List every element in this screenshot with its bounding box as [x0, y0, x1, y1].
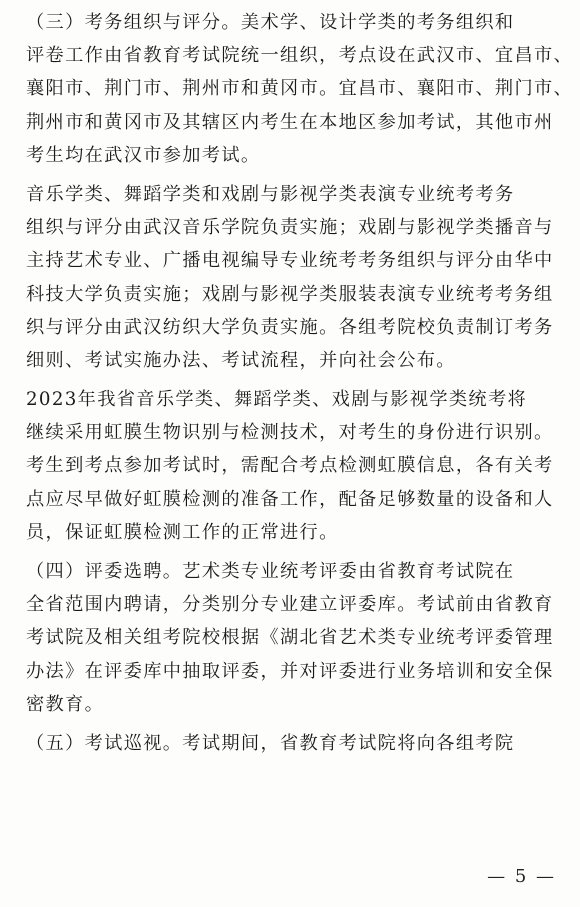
text-line: （三）考务组织与评分。美术学、设计学类的考务组织和 — [26, 12, 515, 33]
text-line: 员，保证虹膜检测工作的正常进行。 — [26, 521, 339, 543]
paragraph-judge-selection — [26, 555, 558, 721]
text-line: 考试院及相关组考院校根据《湖北省艺术类专业统考评委管理 — [26, 627, 554, 649]
text-line: 2023年我省音乐学类、舞蹈学类、戏剧与影视学类统考将 — [26, 389, 528, 411]
text-line: 音乐学类、舞蹈学类和戏剧与影视学类表演专业统考考务 — [26, 183, 515, 205]
text-line: 细则、考试实施办法、考试流程，并向社会公布。 — [26, 349, 456, 371]
paragraph-iris-recognition — [26, 383, 558, 549]
text-line: 荆州市和黄冈市及其辖区内考生在本地区参加考试，其他市州 — [26, 111, 554, 133]
text-line: 考生均在武汉市参加考试。 — [26, 144, 261, 166]
paragraph-exam-inspection — [26, 727, 558, 760]
page-number: — 5 — — [487, 866, 556, 887]
text-line: （四）评委选聘。艺术类专业统考评委由省教育考试院在 — [26, 561, 515, 582]
text-line: 评卷工作由省教育考试院统一组织，考点设在武汉市、宜昌市、 — [26, 45, 574, 67]
text-line: 密教育。 — [26, 693, 105, 715]
paragraph-exam-organization — [26, 6, 574, 172]
text-line: （五）考试巡视。考试期间，省教育考试院将向各组考院 — [26, 732, 515, 754]
text-line: 考生到考点参加考试时，需配合考点检测虹膜信息，各有关考 — [26, 455, 554, 477]
paragraph-music-dance-drama — [26, 178, 558, 377]
document-body — [26, 6, 574, 760]
text-line: 办法》在评委库中抽取评委，并对评委进行业务培训和安全保 — [26, 660, 554, 682]
text-line: 组织与评分由武汉音乐学院负责实施；戏剧与影视学类播音与 — [26, 217, 554, 239]
text-line: 科技大学负责实施；戏剧与影视学类服装表演专业统考考务组 — [26, 283, 554, 305]
text-line: 点应尽早做好虹膜检测的准备工作，配备足够数量的设备和人 — [26, 488, 554, 510]
text-line: 全省范围内聘请，分类别分专业建立评委库。考试前由省教育 — [26, 594, 554, 616]
text-line: 襄阳市、荆门市、荆州市和黄冈市。宜昌市、襄阳市、荆门市、 — [26, 78, 574, 100]
text-line: 织与评分由武汉纺织大学负责实施。各组考院校负责制订考务 — [26, 316, 554, 338]
text-line: 继续采用虹膜生物识别与检测技术，对考生的身份进行识别。 — [26, 422, 554, 444]
text-line: 主持艺术专业、广播电视编导专业统考考务组织与评分由华中 — [26, 250, 554, 272]
